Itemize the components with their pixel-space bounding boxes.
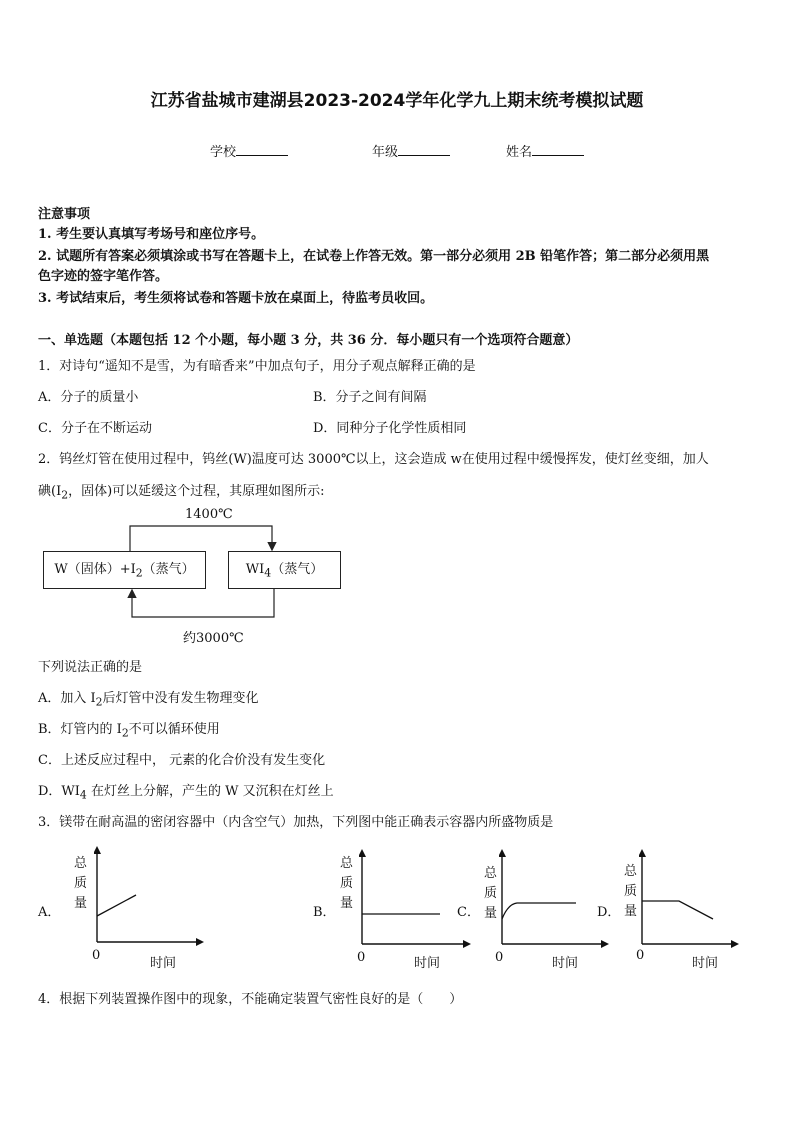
y-axis-label-char: 质 (74, 876, 88, 891)
origin-label: 0 (92, 948, 101, 963)
q2-prompt: 下列说法正确的是 (38, 660, 143, 675)
origin-label: 0 (357, 950, 366, 965)
q4-stem: 4．根据下列装置操作图中的现象，不能确定装置气密性良好的是（ ） (38, 992, 463, 1007)
y-axis-label-char: 量 (484, 906, 498, 921)
y-axis-label-char: 总 (340, 856, 354, 871)
q1-option-b: B．分子之间有间隔 (313, 390, 427, 405)
note-item: 1. 考生要认真填写考场号和座位序号。 (38, 227, 265, 242)
q1-option-d: D．同种分子化学性质相同 (313, 421, 467, 436)
q2-option-b: B．灯管内的 $I_2$不可以循环使用 (38, 722, 220, 740)
y-axis-label-char: 量 (624, 904, 638, 919)
y-axis-arrow (94, 846, 101, 854)
x-axis-arrow (196, 938, 204, 946)
forward-arrow (130, 526, 272, 551)
x-axis-arrow (731, 940, 739, 948)
q3-stem: 3．镁带在耐高温的密闭容器中（内含空气）加热，下列图中能正确表示容器内所盛物质是 (38, 815, 554, 830)
x-axis-label: 时间 (552, 956, 579, 971)
y-axis-arrow (359, 849, 366, 857)
graph-c-label: C． (457, 905, 480, 920)
note-item: 色字迹的签字笔作答。 (38, 269, 169, 284)
y-axis-label-char: 量 (340, 896, 354, 911)
graph-a-plot (94, 846, 204, 948)
school-field: 学校 (210, 141, 288, 160)
y-axis-label-char: 总 (624, 864, 638, 879)
note-item: 2. 试题所有答案必须填涂或书写在答题卡上，在试卷上作答无效。第一部分必须用 2B 铅笔作答；第二部分必须用黑 (38, 249, 710, 264)
x-axis-arrow (601, 940, 609, 948)
graph-d-label: D． (597, 905, 621, 920)
x-axis-arrow (463, 940, 471, 948)
q2-stem-line2: 碘($I_2$，固体)可以延缓这个过程，其原理如图所示: (38, 484, 325, 502)
y-axis-label-char: 质 (624, 884, 638, 899)
section-heading: 一、单选题（本题包括 12 个小题，每小题 3 分，共 36 分．每小题只有一个选项符合题意） (38, 333, 579, 348)
y-axis-arrow (639, 849, 646, 857)
graph-d-plot (639, 849, 739, 949)
graph-a-label: A． (38, 905, 61, 920)
y-axis-label-char: 总 (74, 856, 88, 871)
q2-option-c: C．上述反应过程中， 元素的化合价没有发生变化 (38, 753, 326, 768)
reverse-arrow (132, 589, 274, 617)
y-axis-label-char: 质 (484, 886, 498, 901)
forward-temperature: 1400℃ (185, 507, 233, 522)
graph-b-plot (359, 849, 471, 949)
origin-label: 0 (495, 950, 504, 965)
q2-option-a: A．加入 $I_2$后灯管中没有发生物理变化 (38, 691, 259, 709)
q1-option-a: A．分子的质量小 (38, 390, 139, 405)
mass-curve (97, 895, 136, 916)
grade-field: 年级 (372, 141, 450, 160)
q2-stem-line1: 2．钨丝灯管在使用过程中，钨丝(W)温度可达 3000℃以上，这会造成 w在使用过程中缓慢挥发，使灯丝变细，加人 (38, 452, 709, 467)
q1-stem: 1．对诗句“遥知不是雪，为有暗香来”中加点句子，用分子观点解释正确的是 (38, 359, 476, 374)
notes-heading: 注意事项 (38, 207, 91, 222)
y-axis-label-char: 总 (484, 866, 498, 881)
reactants-box: W（固体）$+I_2$（蒸气） (43, 551, 206, 589)
reverse-temperature: 约3000℃ (183, 631, 244, 646)
q2-option-d: D．$WI_4$ 在灯丝上分解，产生的 W 又沉积在灯丝上 (38, 784, 334, 802)
origin-label: 0 (636, 948, 645, 963)
mass-curve (642, 901, 713, 919)
y-axis-label-char: 质 (340, 876, 354, 891)
x-axis-label: 时间 (150, 956, 177, 971)
x-axis-label: 时间 (692, 956, 719, 971)
mass-curve (502, 903, 576, 919)
graph-c-plot (499, 849, 609, 949)
graph-b-label: B． (313, 905, 336, 920)
y-axis-arrow (499, 849, 506, 857)
note-item: 3. 考试结束后，考生须将试卷和答题卡放在桌面上，待监考员收回。 (38, 291, 434, 306)
x-axis-label: 时间 (414, 956, 441, 971)
q1-option-c: C．分子在不断运动 (38, 421, 152, 436)
name-field: 姓名 (506, 141, 584, 160)
page-title: 江苏省盐城市建湖县2023-2024学年化学九上期末统考模拟试题 (150, 91, 644, 111)
y-axis-label-char: 量 (74, 896, 88, 911)
product-box: $WI_4$（蒸气） (228, 551, 341, 589)
